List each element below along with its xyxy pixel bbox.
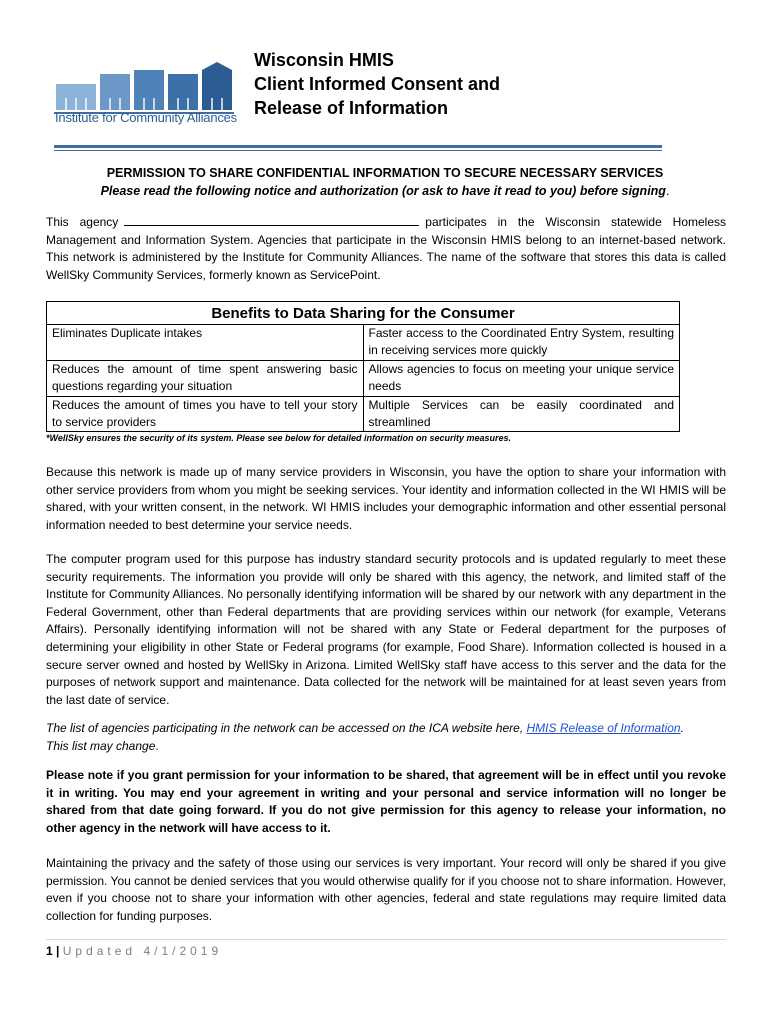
footer-divider <box>46 939 726 940</box>
privacy-paragraph: Maintaining the privacy and the safety of those using our services is very important. Your record will only be shared if you give permission. You cannot be denied services that you would otherwise qualify for if you choose not to share information. However, even if you choose not to share your information with other agencies, federal and state regulations may require limited data collection for funding purposes. <box>46 856 726 923</box>
table-cell: Multiple Services can be easily coordinated and streamlined <box>363 396 680 432</box>
page-footer <box>46 944 222 958</box>
benefits-table <box>46 301 680 432</box>
table-cell: Reduces the amount of times you have to tell your story to service providers <box>47 396 364 432</box>
agency-name-blank[interactable] <box>124 214 419 226</box>
ica-logo-text: Institute for Community Alliances <box>55 110 237 125</box>
header-divider-thick <box>54 145 662 148</box>
network-paragraph: Because this network is made up of many service providers in Wisconsin, you have the option to share your information with other service providers from whom you might be seeking services. Your identity and information collected in the WI HMIS will be shared, with your written consent, in the network. WI HMIS includes your demographic information and other essential personal information needed to best determine your service needs. <box>46 465 726 532</box>
table-cell: Allows agencies to focus on meeting your unique service needs <box>363 360 680 396</box>
table-cell: Eliminates Duplicate intakes <box>47 325 364 361</box>
table-row <box>47 325 680 361</box>
intro-prefix: This agency <box>46 215 119 229</box>
notice-subheading-text: Please read the following notice and authorization (or ask to have it read to you) before signing <box>100 184 666 198</box>
revoke-notice-paragraph: Please note if you grant permission for your information to be shared, that agreement will be in effect until you revoke it in writing. You may end your agreement in writing and your personal and service information will no longer be shared from that date going forward. If you do not give permission for this agency to release your information, no other agency in the network will have access to it. <box>46 768 726 835</box>
table-cell: Reduces the amount of time spent answering basic questions regarding your situation <box>47 360 364 396</box>
permission-heading: PERMISSION TO SHARE CONFIDENTIAL INFORMATION TO SECURE NECESSARY SERVICES <box>106 166 664 180</box>
title-line-1: Wisconsin HMIS <box>254 50 394 70</box>
intro-body: participates in the Wisconsin statewide Homeless Management and Information System. Agencies that participate in the Wisconsin HMIS belong to an internet-based network. This network is administered by the Institute for Community Alliances. The name of the software that stores this data is called WellSky Community Services, formerly known as ServicePoint. <box>46 215 727 282</box>
benefits-table-title: Benefits to Data Sharing for the Consumer <box>47 302 680 325</box>
table-cell: Faster access to the Coordinated Entry System, resulting in receiving services more quickly <box>363 325 680 361</box>
title-line-3: Release of Information <box>254 98 449 118</box>
updated-date: Updated 4/1/2019 <box>62 944 223 958</box>
hmis-release-link[interactable]: HMIS Release of Information <box>526 721 681 735</box>
document-title <box>254 48 500 120</box>
header-divider-thin <box>54 150 662 151</box>
title-line-2: Client Informed Consent and <box>254 74 501 94</box>
security-paragraph: The computer program used for this purpose has industry standard security protocols and is updated regularly to meet these security requirements. The information you provide will only be shared with this agency, the network, and limited staff of the Institute for Community Alliances. No personally identifying information will be shared by our network with any department in the Federal Government, other than Federal departments that are providing services within our network (for example, Veterans Affairs). Personally identifying information will not be shared with any State or Federal department for the purposes of determining your eligibility in other State or Federal programs (for example, Food Share). Information collected is housed in a secure server owned and hosted by WellSky in Arizona. Limited WellSky staff have access to this server and the data for the purposes of network support and maintenance. Data collected for the network will be maintained for at least seven years from the last date of service. <box>46 552 726 707</box>
agency-list-prefix: The list of agencies participating in the network can be accessed on the ICA website here, <box>46 721 524 735</box>
security-footnote: *WellSky ensures the security of its system. Please see below for detailed information on security measures. <box>46 433 512 443</box>
table-row <box>47 396 680 432</box>
intro-paragraph <box>46 214 726 284</box>
footer-separator: | <box>56 944 60 958</box>
agency-list-suffix: This list may change <box>46 738 156 753</box>
agency-list-paragraph: The list of agencies participating in the network can be accessed on the ICA website here, HMIS Release of Information. This list may change. <box>46 721 684 753</box>
table-row <box>47 360 680 396</box>
page-number: 1 <box>46 944 53 958</box>
notice-subheading: Please read the following notice and authorization (or ask to have it read to you) before signing. <box>100 184 670 198</box>
